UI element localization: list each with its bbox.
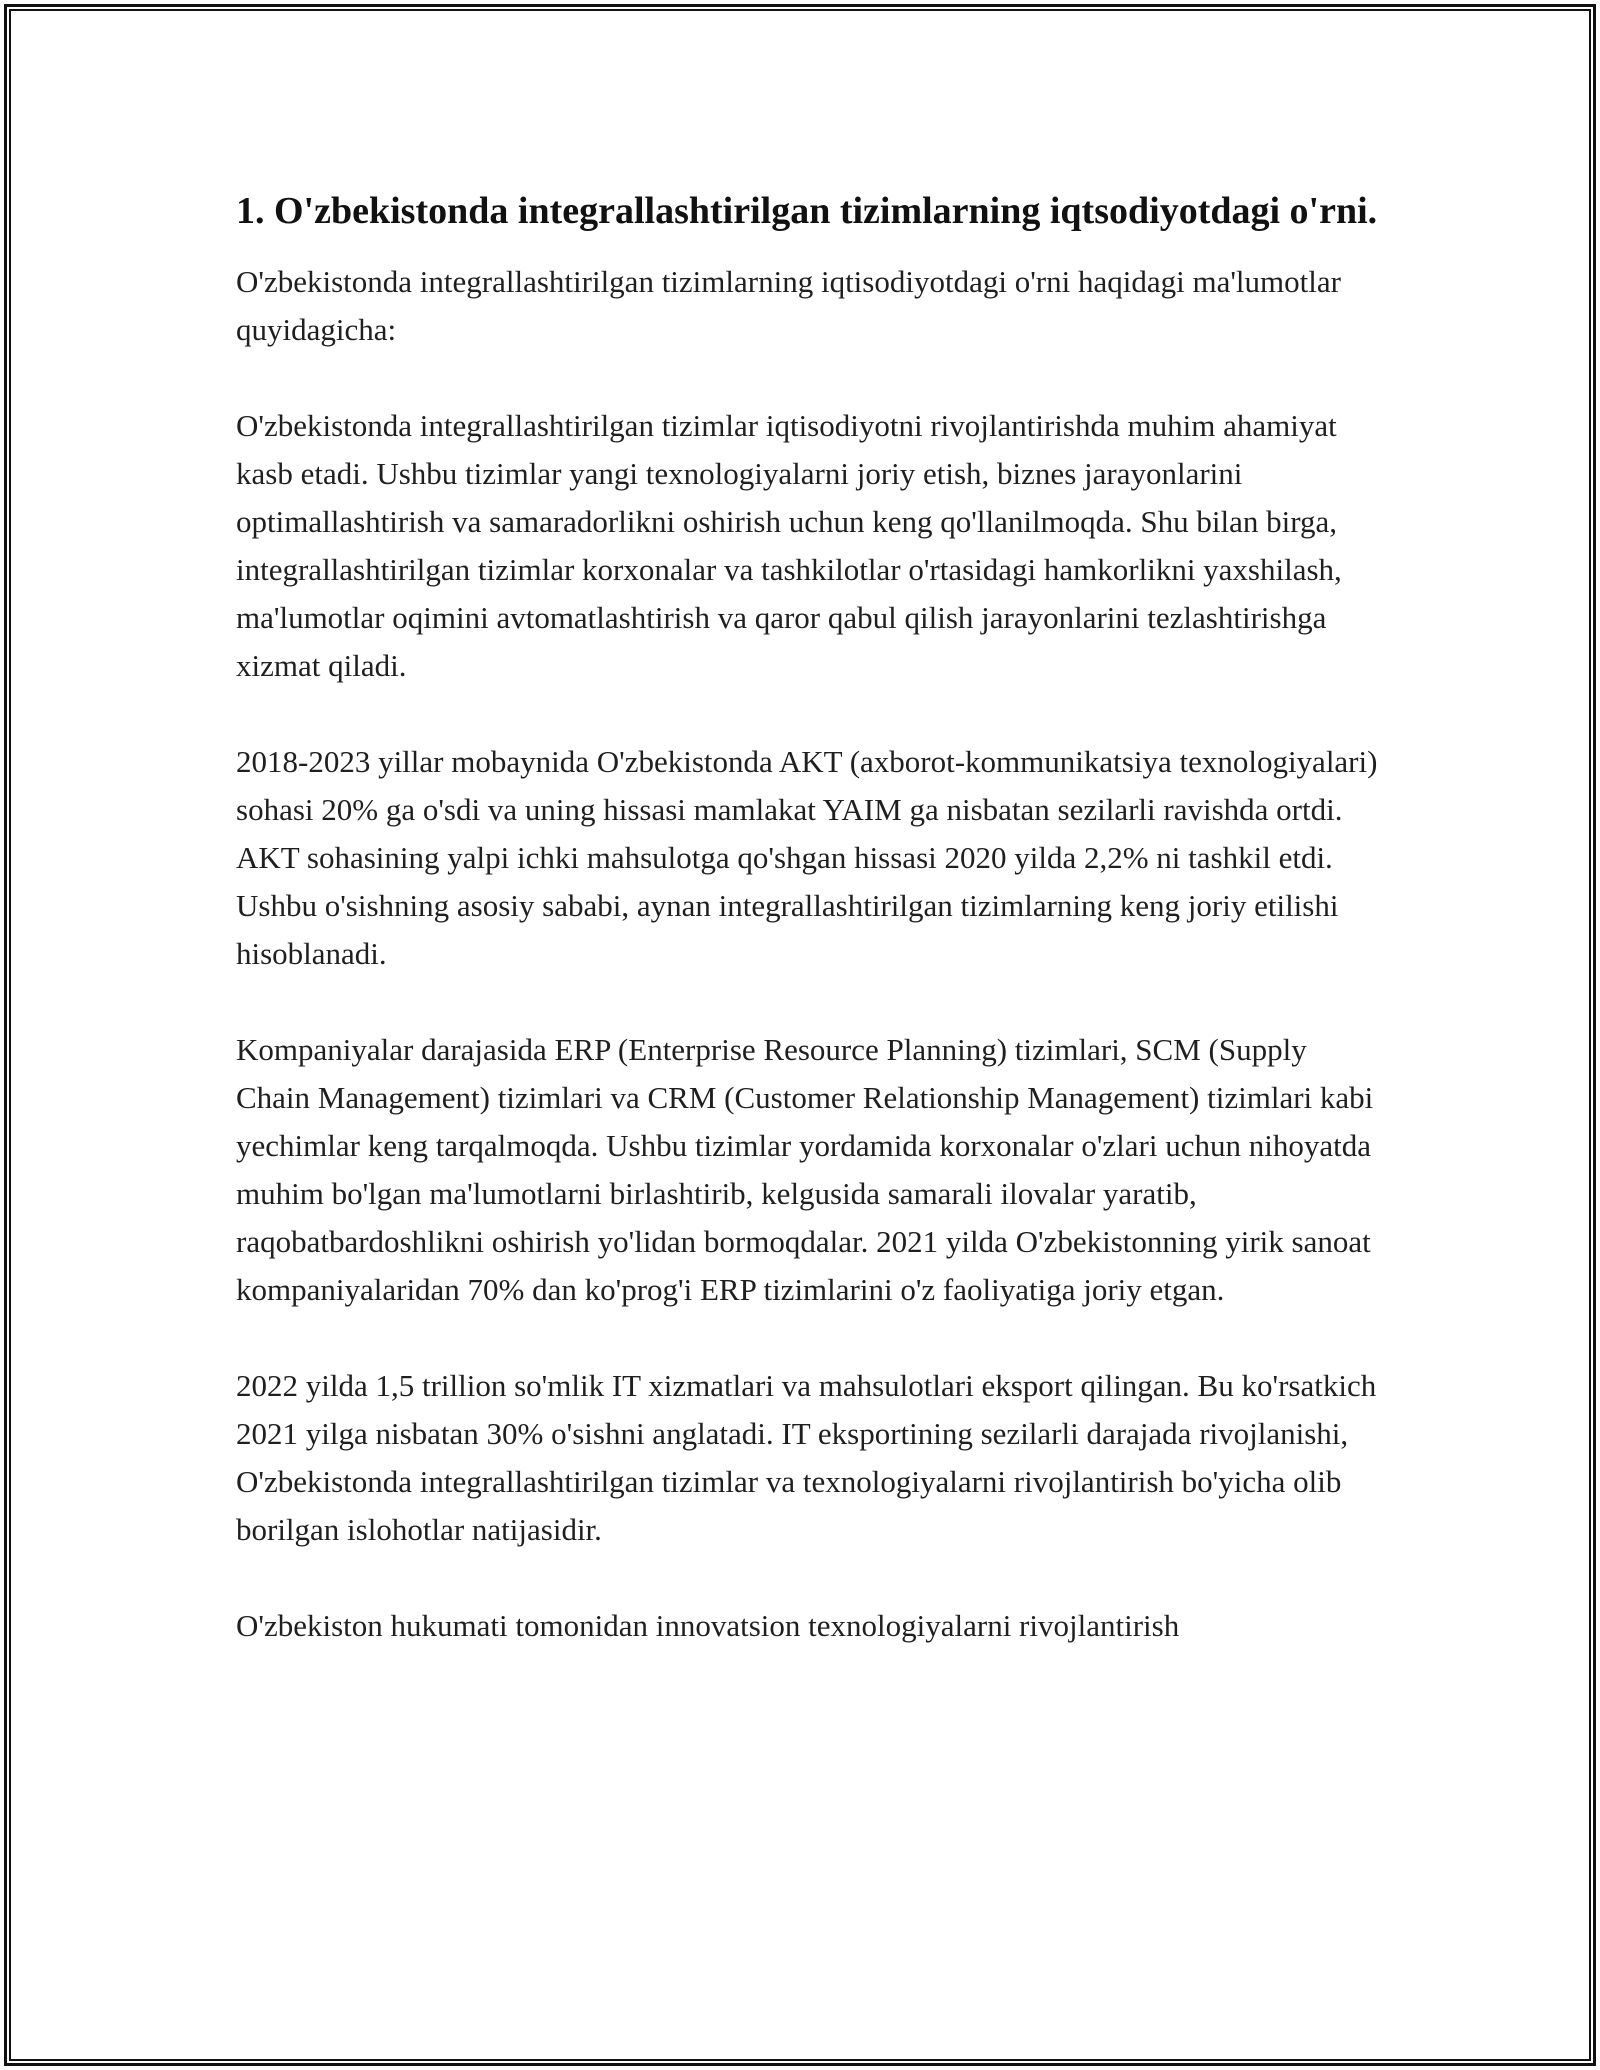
paragraph-erp-scm-crm: Kompaniyalar darajasida ERP (Enterprise Resource Planning) tizimlari, SCM (Supply Chain Management) tizimlari va CRM (Customer Relationship Management) tizimlari kabi yechimlar keng tarqalmoqda. Ushbu tizimlar yordamida korxonalar o'zlari uchun nihoyatda muhim bo'lgan ma'lumotlarni birlashtirib, kelgusida samarali ilovalar yaratib, raqobatbardoshlikni oshirish yo'lidan bormoqdalar. 2021 yilda O'zbekistonning yirik sanoat kompaniyalaridan 70% dan ko'prog'i ERP tizimlarini o'z faoliyatiga joriy etgan.: [236, 1032, 1374, 1307]
paragraph-integrated-systems: O'zbekistonda integrallashtirilgan tizimlar iqtisodiyotni rivojlantirishda muhim ahamiyat kasb etadi. Ushbu tizimlar yangi texnologiyalarni joriy etish, biznes jarayonlarini optimallashtirish va samaradorlikni oshirish uchun keng qo'llanilmoqda. Shu bilan birga, integrallashtirilgan tizimlar korxonalar va tashkilotlar o'rtasidagi hamkorlikni yaxshilash, ma'lumotlar oqimini avtomatlashtirish va qaror qabul qilish jarayonlarini tezlashtirishga xizmat qiladi.: [236, 408, 1342, 683]
paragraph-ict-growth: 2018-2023 yillar mobaynida O'zbekistonda AKT (axborot-kommunikatsiya texnologiyalari) sohasi 20% ga o'sdi va uning hissasi mamlakat YAIM ga nisbatan sezilarli ravishda ortdi. AKT sohasining yalpi ichki mahsulotga qo'shgan hissasi 2020 yilda 2,2% ni tashkil etdi. Ushbu o'sishning asosiy sababi, aynan integrallashtirilgan tizimlarning keng joriy etilishi hisoblanadi.: [236, 744, 1378, 971]
section-heading: 1. O'zbekistonda integrallashtirilgan tizimlarning iqtsodiyotdagi o'rni.: [236, 190, 1378, 232]
document-body: [236, 188, 1386, 1650]
paragraph-government: O'zbekiston hukumati tomonidan innovatsion texnologiyalarni rivojlantirish: [236, 1608, 1180, 1643]
paragraph-intro: O'zbekistonda integrallashtirilgan tizimlarning iqtisodiyotdagi o'rni haqidagi ma'lumotlar quyidagicha:: [236, 264, 1341, 347]
paragraph-it-export: 2022 yilda 1,5 trillion so'mlik IT xizmatlari va mahsulotlari eksport qilingan. Bu ko'rsatkich 2021 yilga nisbatan 30% o'sishni anglatadi. IT eksportining sezilarli darajada rivojlanishi, O'zbekistonda integrallashtirilgan tizimlar va texnologiyalarni rivojlantirish bo'yicha olib borilgan islohotlar natijasidir.: [236, 1368, 1377, 1547]
